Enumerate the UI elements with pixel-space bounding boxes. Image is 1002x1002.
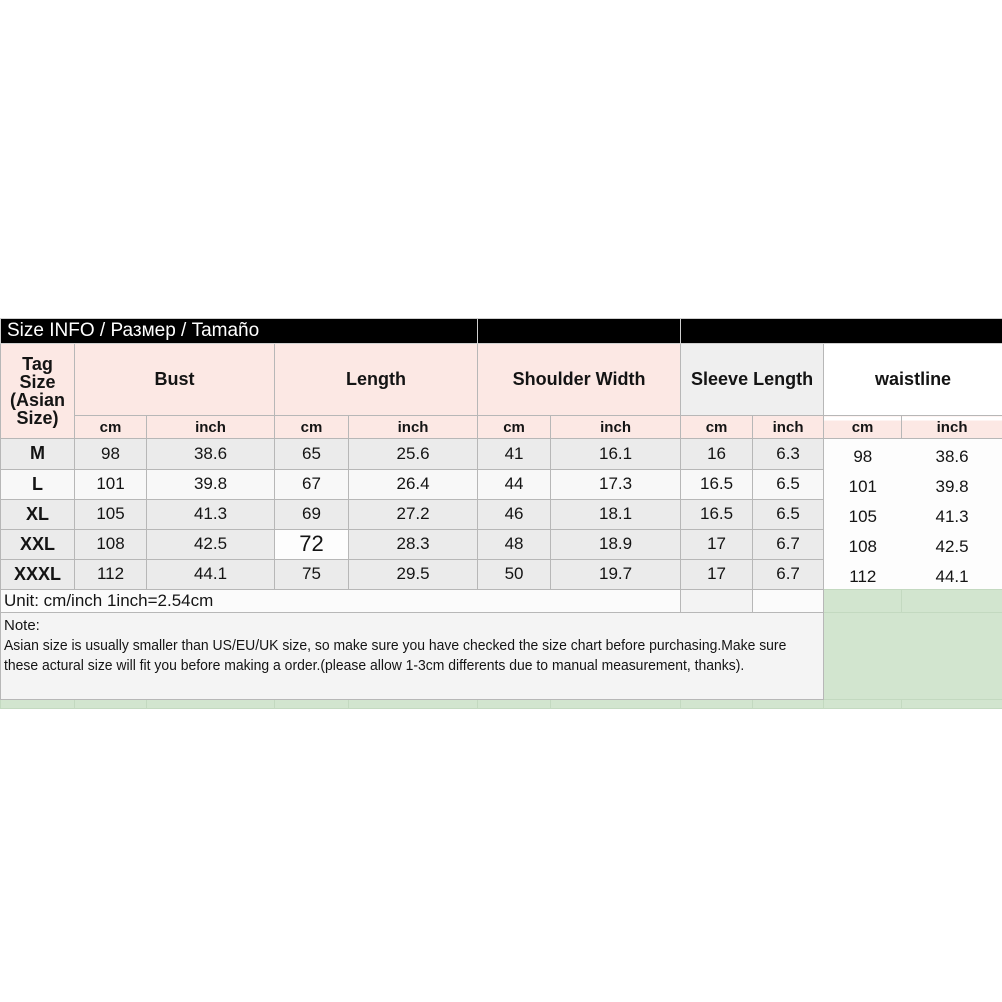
unit-row [1,590,1002,613]
col-header-sleeve-length: Sleeve Length [681,344,824,416]
tag-size-line: Size [19,372,56,392]
size-label: XL [1,499,75,529]
waist-inch-value: 38.6 [902,439,1002,470]
subheader-shoulder-inch: inch [551,416,681,439]
bust-inch-value: 44.1 [147,559,275,590]
note-label: Note: [4,617,40,634]
green-strip-cell [75,700,147,709]
waist-cm-value: 98 [824,439,902,470]
sleeve-inch-value: 6.3 [753,439,824,470]
table-row-l [1,469,1002,499]
shoulder-cm-value: 46 [478,499,551,529]
length-cm-value: 72 [275,529,349,559]
title-bar-segment-left [1,319,478,344]
bust-cm-value: 105 [75,499,147,529]
shoulder-cm-value: 50 [478,559,551,590]
tag-size-line: Tag [22,354,53,374]
green-strip-cell [753,700,824,709]
subheader-waist-inch: inch [902,416,1002,439]
green-strip-row [1,700,1002,709]
title-bar-segment-middle [478,319,681,344]
green-strip-cell [1,700,75,709]
bust-cm-value: 108 [75,529,147,559]
shoulder-cm-value: 41 [478,439,551,470]
subheader-bust-inch: inch [147,416,275,439]
subheader-bust-cm: cm [75,416,147,439]
length-inch-value: 29.5 [349,559,478,590]
green-strip-cell [551,700,681,709]
title-bar [1,319,1002,344]
table-row-xxl [1,529,1002,559]
waist-cm-value: 112 [824,559,902,590]
green-strip-cell [147,700,275,709]
bust-inch-value: 39.8 [147,469,275,499]
length-inch-value: 27.2 [349,499,478,529]
col-header-bust: Bust [75,344,275,416]
col-header-waistline: waistline [824,344,1002,416]
length-cm-value: 67 [275,469,349,499]
length-inch-value: 28.3 [349,529,478,559]
empty-cell [753,590,824,613]
green-filler-cell [902,590,1002,613]
sleeve-cm-value: 16.5 [681,499,753,529]
tag-size-line: (Asian [9,390,65,410]
shoulder-cm-value: 44 [478,469,551,499]
group-header-row [1,344,1002,416]
waist-cm-value: 101 [824,469,902,499]
size-label: XXL [1,529,75,559]
shoulder-cm-value: 48 [478,529,551,559]
green-filler-cell [824,613,1002,700]
length-inch-value: 25.6 [349,439,478,470]
tag-size-line: Size) [16,408,59,428]
length-cm-value: 69 [275,499,349,529]
bust-inch-value: 42.5 [147,529,275,559]
green-strip-cell [478,700,551,709]
bust-cm-value: 112 [75,559,147,590]
shoulder-inch-value: 17.3 [551,469,681,499]
subheader-shoulder-cm: cm [478,416,551,439]
size-label: M [1,439,75,470]
bust-inch-value: 41.3 [147,499,275,529]
shoulder-inch-value: 19.7 [551,559,681,590]
green-strip-cell [902,700,1002,709]
subheader-waist-cm: cm [824,416,902,439]
title-bar-segment-right [681,319,1002,344]
subheader-length-inch: inch [349,416,478,439]
green-strip-cell [275,700,349,709]
green-strip-cell [824,700,902,709]
shoulder-inch-value: 18.9 [551,529,681,559]
bust-inch-value: 38.6 [147,439,275,470]
size-chart-table [0,318,1002,709]
size-label: L [1,469,75,499]
table-row-m [1,439,1002,470]
unit-header-row [1,416,1002,439]
sleeve-cm-value: 16 [681,439,753,470]
green-strip-cell [349,700,478,709]
sleeve-cm-value: 17 [681,529,753,559]
sleeve-inch-value: 6.5 [753,499,824,529]
size-info-title: Size INFO / Размер / Tamaño [7,320,260,341]
col-header-length: Length [275,344,478,416]
green-strip-cell [681,700,753,709]
shoulder-inch-value: 16.1 [551,439,681,470]
subheader-sleeve-inch: inch [753,416,824,439]
empty-cell [681,590,753,613]
tag-size-header [1,344,75,439]
size-label: XXXL [1,559,75,590]
green-filler-cell [824,590,902,613]
waist-inch-value: 39.8 [902,469,1002,499]
sleeve-inch-value: 6.5 [753,469,824,499]
subheader-sleeve-cm: cm [681,416,753,439]
waist-cm-value: 105 [824,499,902,529]
bust-cm-value: 98 [75,439,147,470]
subheader-length-cm: cm [275,416,349,439]
sleeve-inch-value: 6.7 [753,559,824,590]
bust-cm-value: 101 [75,469,147,499]
waist-cm-value: 108 [824,529,902,559]
table-row-xxxl [1,559,1002,590]
length-inch-value: 26.4 [349,469,478,499]
length-cm-value: 75 [275,559,349,590]
waist-inch-value: 44.1 [902,559,1002,590]
waist-inch-value: 42.5 [902,529,1002,559]
note-block [1,613,824,700]
length-cm-value: 65 [275,439,349,470]
sleeve-inch-value: 6.7 [753,529,824,559]
waist-inch-value: 41.3 [902,499,1002,529]
sleeve-cm-value: 17 [681,559,753,590]
col-header-shoulder-width: Shoulder Width [478,344,681,416]
table-row-xl [1,499,1002,529]
shoulder-inch-value: 18.1 [551,499,681,529]
note-row [1,613,1002,700]
unit-note: Unit: cm/inch 1inch=2.54cm [1,590,681,613]
note-text: Asian size is usually smaller than US/EU/UK size, so make sure you have checked the size chart before purchasing.Make sure these actural size will fit you before making a order.(please allow 1-3cm differents due to manual measurement, thanks). [4,637,787,674]
sleeve-cm-value: 16.5 [681,469,753,499]
